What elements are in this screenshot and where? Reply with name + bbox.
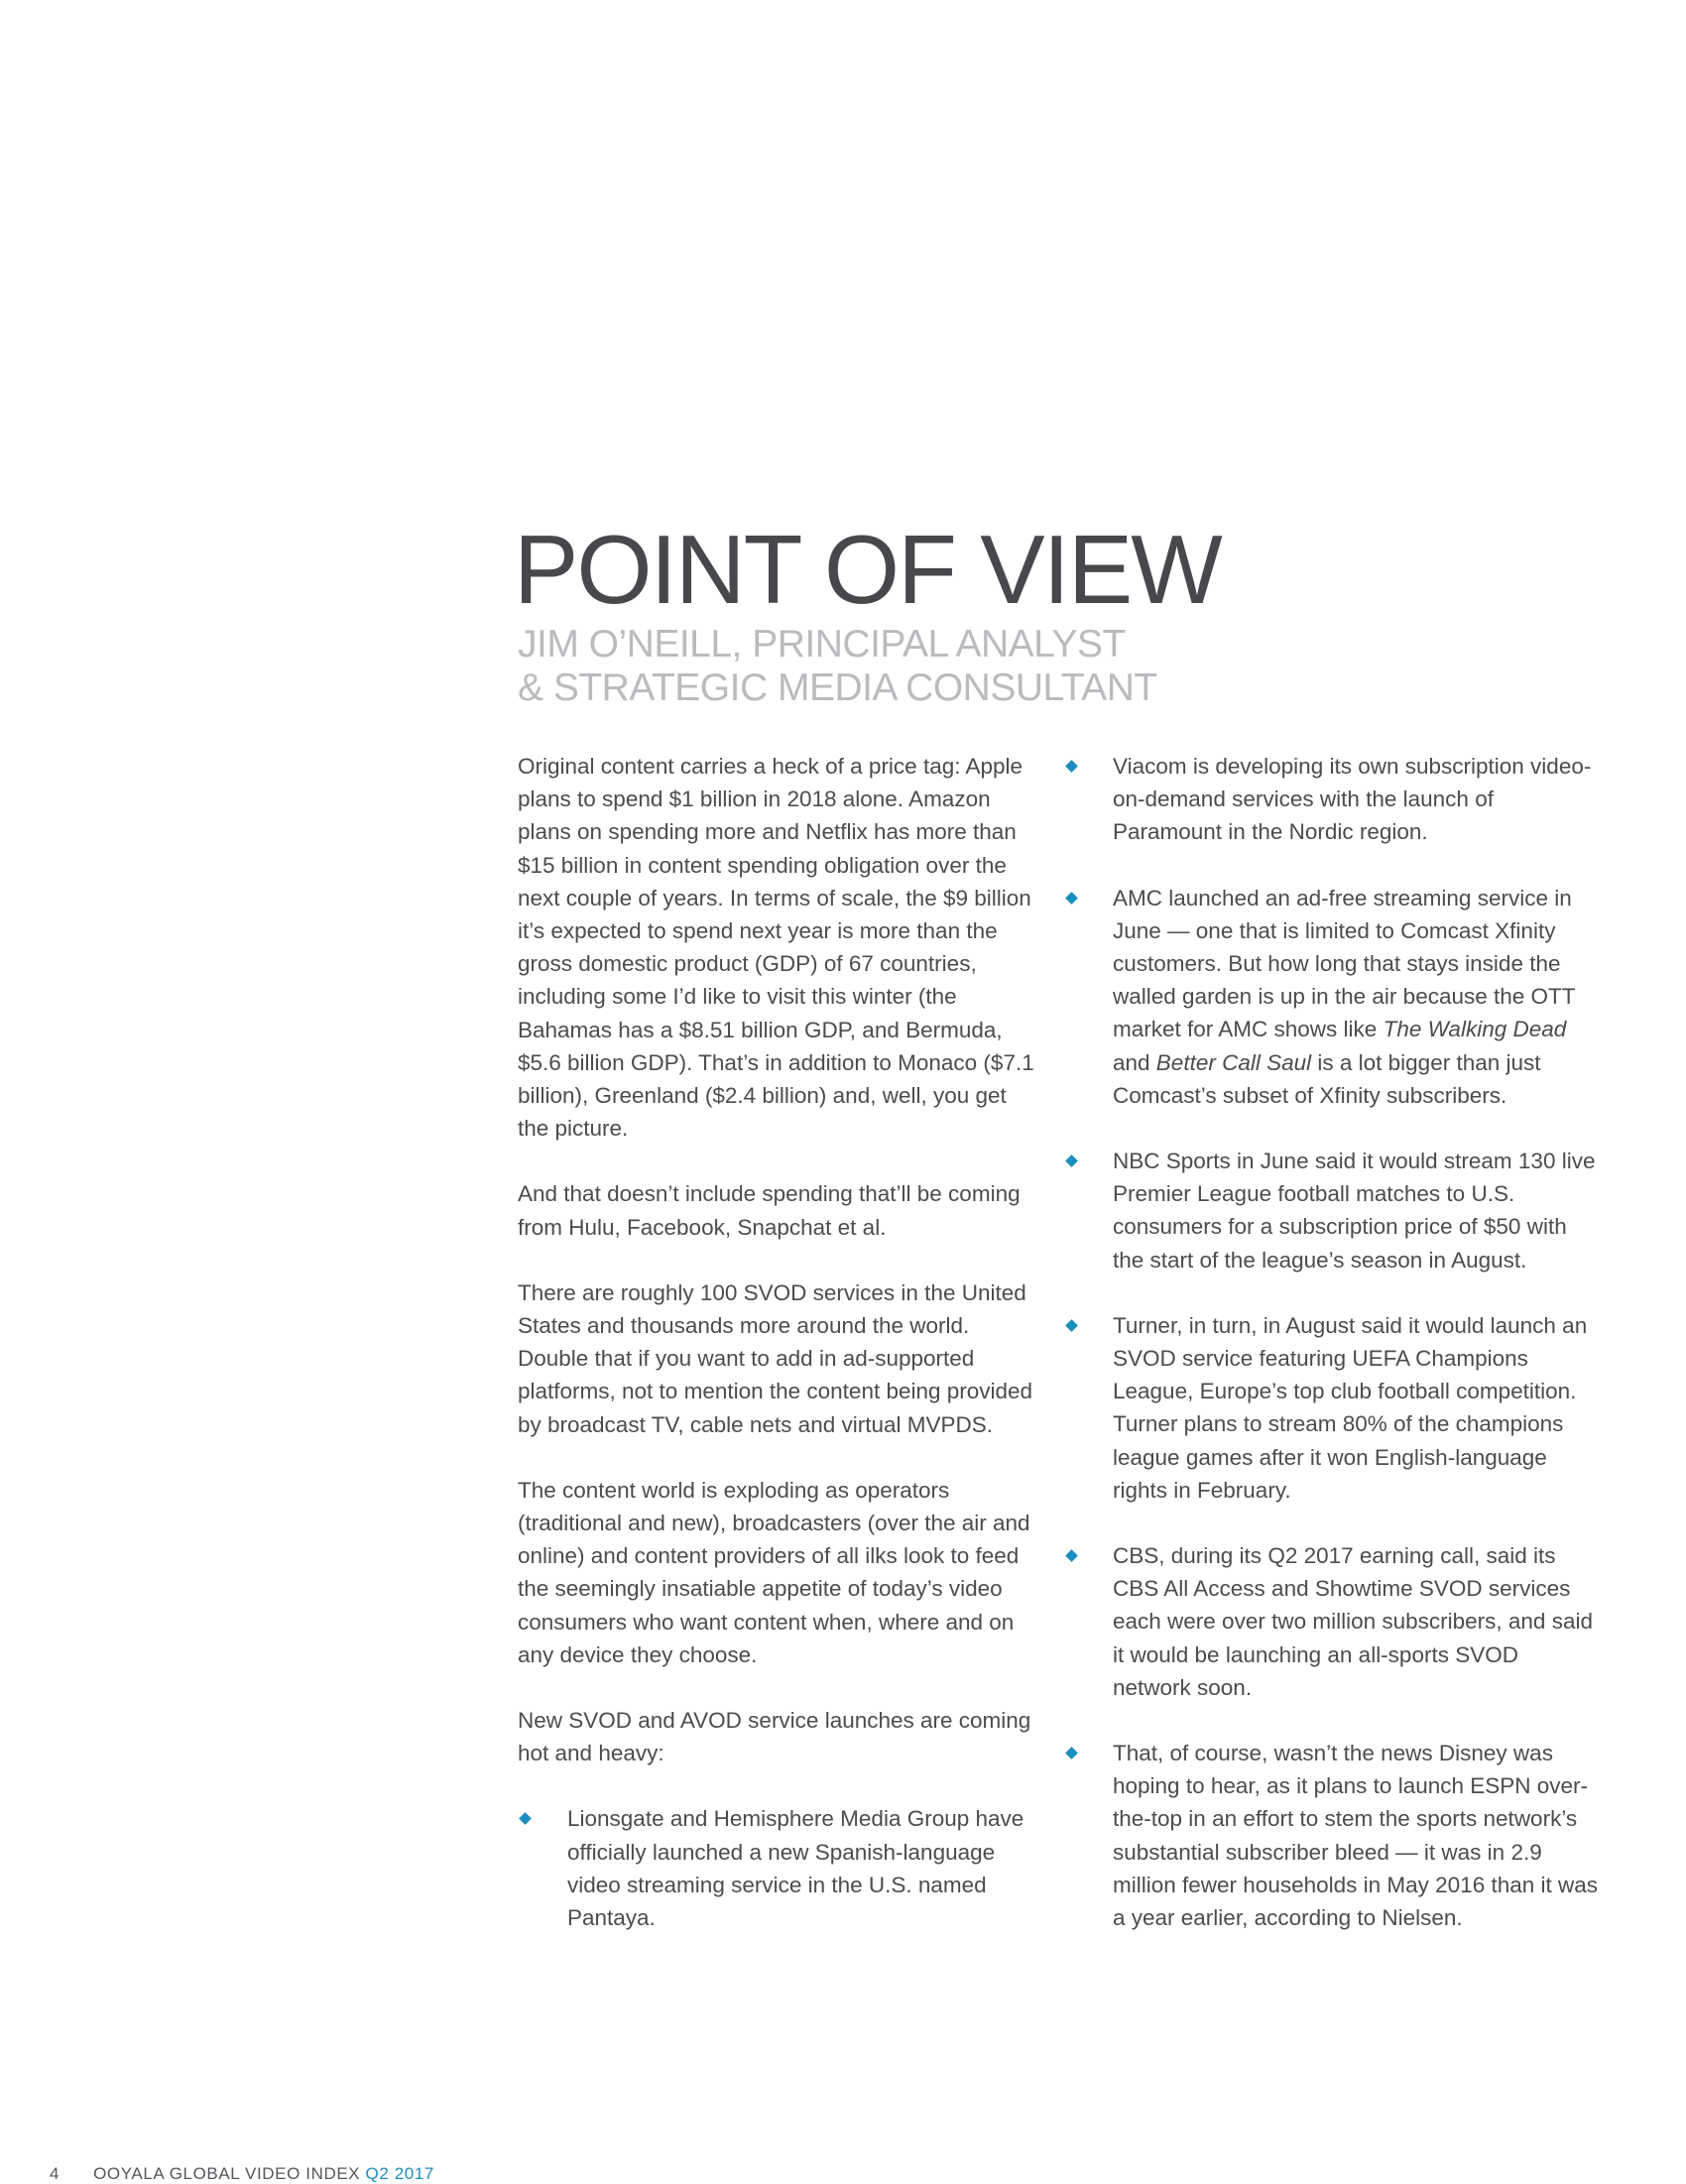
list-item-text: That, of course, wasn’t the news Disney was hoping to hear, as it plans to launch ESPN over-the-top in an effort to stem the sports network’s substantial subscriber bleed — it was in 2.9 million fewer households in May 2016 than it was a year earlier, according to Nielsen. bbox=[1113, 1741, 1599, 1931]
left-column bbox=[518, 750, 1043, 1967]
diamond-bullet-icon bbox=[1065, 892, 1078, 905]
diamond-bullet-icon bbox=[1065, 1549, 1078, 1562]
list-item-disney bbox=[1064, 1737, 1600, 1934]
show-title-better-call-saul: Better Call Saul bbox=[1155, 1049, 1312, 1075]
publication-period: Q2 2017 bbox=[365, 2164, 434, 2183]
page-title: POINT OF VIEW bbox=[514, 515, 1221, 624]
show-title-walking-dead: The Walking Dead bbox=[1383, 1017, 1567, 1042]
list-item-viacom bbox=[1064, 750, 1600, 849]
paragraph-svod-count: There are roughly 100 SVOD services in the United States and thousands more around the world. Double that if you want to add in ad-supported platforms, not to mention the content being provided by broadcast TV, cable nets and virtual MVPDS. bbox=[518, 1279, 1033, 1437]
list-item-lionsgate bbox=[518, 1802, 1043, 1934]
list-item-text: CBS, during its Q2 2017 earning call, said its CBS All Access and Showtime SVOD services each were over two million subscribers, and said it would be launching an all-sports SVOD network soon. bbox=[1113, 1543, 1593, 1700]
list-item-text: Viacom is developing its own subscription video-on-demand services with the launch of Paramount in the Nordic region. bbox=[1113, 754, 1592, 845]
diamond-bullet-icon bbox=[1065, 1319, 1078, 1332]
author-byline-line-1: JIM O’NEILL, PRINCIPAL ANALYST bbox=[518, 623, 1126, 666]
paragraph-other-spending: And that doesn’t include spending that’ll be coming from Hulu, Facebook, Snapchat et al. bbox=[518, 1181, 1021, 1240]
list-item-nbc-sports bbox=[1064, 1145, 1600, 1276]
list-item-text: Turner, in turn, in August said it would launch an SVOD service featuring UEFA Champions League, Europe’s top club football competition. Turner plans to stream 80% of the champions league games after it won English-language rights in February. bbox=[1113, 1312, 1588, 1503]
list-item-text: Lionsgate and Hemisphere Media Group have officially launched a new Spanish-language video streaming service in the U.S. named Pantaya. bbox=[567, 1806, 1024, 1931]
page-number: 4 bbox=[50, 2164, 60, 2183]
page-footer bbox=[50, 2164, 434, 2184]
list-item-text: NBC Sports in June said it would stream 130 live Premier League football matches to U.S. consumers for a subscription price of $50 with the start of the league’s season in August. bbox=[1113, 1149, 1596, 1273]
author-byline bbox=[518, 623, 1157, 710]
diamond-bullet-icon bbox=[519, 1813, 532, 1826]
list-item-cbs bbox=[1064, 1539, 1600, 1704]
list-item-text: is a lot bigger than just Comcast’s subset of Xfinity subscribers. bbox=[1113, 1049, 1541, 1108]
publication-name: OOYALA GLOBAL VIDEO INDEX bbox=[93, 2164, 361, 2183]
list-item-turner bbox=[1064, 1309, 1600, 1507]
diamond-bullet-icon bbox=[1065, 1154, 1078, 1167]
paragraph-content-world: The content world is exploding as operators (traditional and new), broadcasters (over the air and online) and content providers of all ilks look to feed the seemingly insatiable appetite of today’s video consumers who want content when, where and on any device they choose. bbox=[518, 1477, 1030, 1667]
launch-list-left bbox=[518, 1802, 1043, 1934]
list-item-text: and bbox=[1113, 1049, 1156, 1075]
right-column bbox=[1064, 750, 1600, 1967]
list-item-text: AMC launched an ad-free streaming service in June — one that is limited to Comcast Xfinity customers. But how long that stays inside the walled garden is up in the air because the OTT market for AMC shows like bbox=[1113, 885, 1576, 1042]
list-item-amc bbox=[1064, 882, 1600, 1112]
paragraph-launches-intro: New SVOD and AVOD service launches are coming hot and heavy: bbox=[518, 1708, 1031, 1766]
diamond-bullet-icon bbox=[1065, 760, 1078, 773]
diamond-bullet-icon bbox=[1065, 1747, 1078, 1759]
launch-list-right bbox=[1064, 750, 1600, 1934]
author-byline-line-2: & STRATEGIC MEDIA CONSULTANT bbox=[518, 667, 1157, 709]
paragraph-content-cost: Original content carries a heck of a price tag: Apple plans to spend $1 billion in 2018 alone. Amazon plans on spending more and Netflix has more than $15 billion in content spending obligation over the next couple of years. In terms of scale, the $9 billion it’s expected to spend next year is more than the gross domestic product (GDP) of 67 countries, including some I’d like to visit this winter (the Bahamas has a $8.51 billion GDP, and Bermuda, $5.6 billion GDP). That’s in addition to Monaco ($7.1 billion), Greenland ($2.4 billion) and, well, you get the picture. bbox=[518, 754, 1034, 1142]
